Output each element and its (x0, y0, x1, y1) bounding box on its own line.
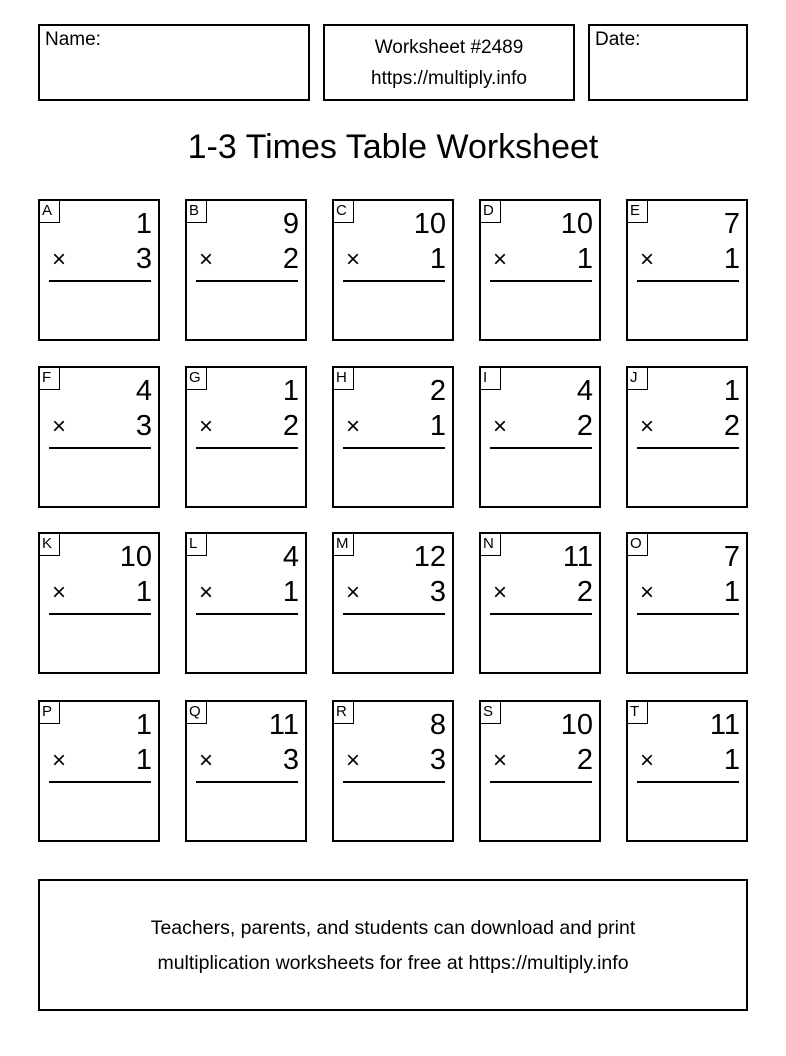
problem-card[interactable] (38, 199, 160, 341)
problem-letter: G (187, 368, 207, 390)
multiplicand: 8 (429, 709, 446, 741)
multiplier: 2 (576, 410, 593, 442)
multiplicand: 10 (413, 208, 446, 240)
answer-line (196, 613, 298, 615)
problem-card[interactable] (332, 532, 454, 674)
times-sign: × (199, 246, 214, 273)
problem-card[interactable] (185, 532, 307, 674)
multiplier: 2 (576, 744, 593, 776)
problem-letter: D (481, 201, 501, 223)
problem-card[interactable] (626, 366, 748, 508)
multiplier: 1 (576, 243, 593, 275)
answer-line (637, 613, 739, 615)
times-sign: × (346, 579, 361, 606)
times-sign: × (640, 747, 655, 774)
problem-letter: L (187, 534, 207, 556)
times-sign: × (199, 579, 214, 606)
multiplier: 1 (723, 576, 740, 608)
footer-box (38, 879, 748, 1011)
page-title: 1-3 Times Table Worksheet (187, 128, 599, 166)
times-sign: × (640, 246, 655, 273)
multiplicand: 11 (562, 541, 593, 573)
footer-line-1: Teachers, parents, and students can download and print (150, 917, 636, 939)
problem-card[interactable] (479, 366, 601, 508)
problem-card[interactable] (479, 532, 601, 674)
answer-line (49, 781, 151, 783)
answer-line (343, 280, 445, 282)
answer-line (490, 447, 592, 449)
multiplicand: 4 (576, 375, 593, 407)
multiplier: 1 (282, 576, 299, 608)
multiplicand: 10 (560, 208, 593, 240)
problem-letter: R (334, 702, 354, 724)
problem-card[interactable] (479, 199, 601, 341)
times-sign: × (346, 413, 361, 440)
problem-card[interactable] (185, 700, 307, 842)
problem-letter: K (40, 534, 60, 556)
multiplier: 1 (135, 744, 152, 776)
problem-card[interactable] (38, 366, 160, 508)
footer-line-2: multiplication worksheets for free at https://multiply.info (157, 952, 629, 974)
answer-line (490, 781, 592, 783)
multiplicand: 1 (135, 709, 152, 741)
answer-line (196, 280, 298, 282)
multiplicand: 1 (282, 375, 299, 407)
problem-letter: M (334, 534, 354, 556)
problem-card[interactable] (38, 700, 160, 842)
answer-line (343, 447, 445, 449)
multiplicand: 4 (282, 541, 299, 573)
problem-letter: S (481, 702, 501, 724)
multiplier: 2 (723, 410, 740, 442)
answer-line (49, 447, 151, 449)
problem-letter: P (40, 702, 60, 724)
answer-line (49, 280, 151, 282)
problem-letter: C (334, 201, 354, 223)
multiplicand: 2 (429, 375, 446, 407)
problem-card[interactable] (479, 700, 601, 842)
problem-letter: B (187, 201, 207, 223)
problem-card[interactable] (332, 199, 454, 341)
multiplier: 2 (282, 410, 299, 442)
multiplicand: 9 (282, 208, 299, 240)
answer-line (637, 781, 739, 783)
problem-letter: E (628, 201, 648, 223)
problem-letter: F (40, 368, 60, 390)
multiplier: 3 (429, 576, 446, 608)
times-sign: × (199, 413, 214, 440)
multiplicand: 1 (135, 208, 152, 240)
multiplier: 2 (282, 243, 299, 275)
multiplicand: 7 (723, 208, 740, 240)
problem-card[interactable] (626, 700, 748, 842)
problem-card[interactable] (626, 532, 748, 674)
answer-line (343, 613, 445, 615)
answer-line (490, 613, 592, 615)
times-sign: × (346, 246, 361, 273)
problem-letter: H (334, 368, 354, 390)
answer-line (343, 781, 445, 783)
times-sign: × (52, 747, 67, 774)
worksheet-url: https://multiply.info (371, 68, 527, 89)
multiplicand: 1 (723, 375, 740, 407)
problem-letter: I (481, 368, 501, 390)
multiplier: 3 (282, 744, 299, 776)
problem-card[interactable] (185, 199, 307, 341)
date-label: Date: (595, 29, 641, 50)
multiplier: 2 (576, 576, 593, 608)
multiplier: 1 (135, 576, 152, 608)
answer-line (196, 781, 298, 783)
times-sign: × (493, 413, 508, 440)
problem-letter: T (628, 702, 648, 724)
times-sign: × (493, 747, 508, 774)
answer-line (196, 447, 298, 449)
multiplier: 1 (723, 744, 740, 776)
problem-letter: Q (187, 702, 207, 724)
multiplicand: 11 (268, 709, 299, 741)
times-sign: × (199, 747, 214, 774)
times-sign: × (52, 413, 67, 440)
times-sign: × (640, 579, 655, 606)
multiplicand: 7 (723, 541, 740, 573)
answer-line (637, 447, 739, 449)
multiplier: 1 (429, 243, 446, 275)
problem-letter: N (481, 534, 501, 556)
answer-line (637, 280, 739, 282)
problem-card[interactable] (332, 366, 454, 508)
times-sign: × (52, 579, 67, 606)
multiplicand: 12 (413, 541, 446, 573)
times-sign: × (493, 579, 508, 606)
worksheet-number: Worksheet #2489 (374, 37, 524, 58)
problem-letter: J (628, 368, 648, 390)
multiplicand: 4 (135, 375, 152, 407)
problem-card[interactable] (332, 700, 454, 842)
problem-card[interactable] (626, 199, 748, 341)
times-sign: × (640, 413, 655, 440)
answer-line (49, 613, 151, 615)
problem-card[interactable] (185, 366, 307, 508)
times-sign: × (493, 246, 508, 273)
multiplier: 3 (135, 410, 152, 442)
name-label: Name: (45, 29, 101, 50)
multiplicand: 10 (119, 541, 152, 573)
problem-card[interactable] (38, 532, 160, 674)
multiplier: 1 (429, 410, 446, 442)
problem-letter: A (40, 201, 60, 223)
multiplicand: 11 (709, 709, 740, 741)
problem-letter: O (628, 534, 648, 556)
times-sign: × (52, 246, 67, 273)
multiplicand: 10 (560, 709, 593, 741)
multiplier: 3 (429, 744, 446, 776)
times-sign: × (346, 747, 361, 774)
multiplier: 1 (723, 243, 740, 275)
answer-line (490, 280, 592, 282)
multiplier: 3 (135, 243, 152, 275)
